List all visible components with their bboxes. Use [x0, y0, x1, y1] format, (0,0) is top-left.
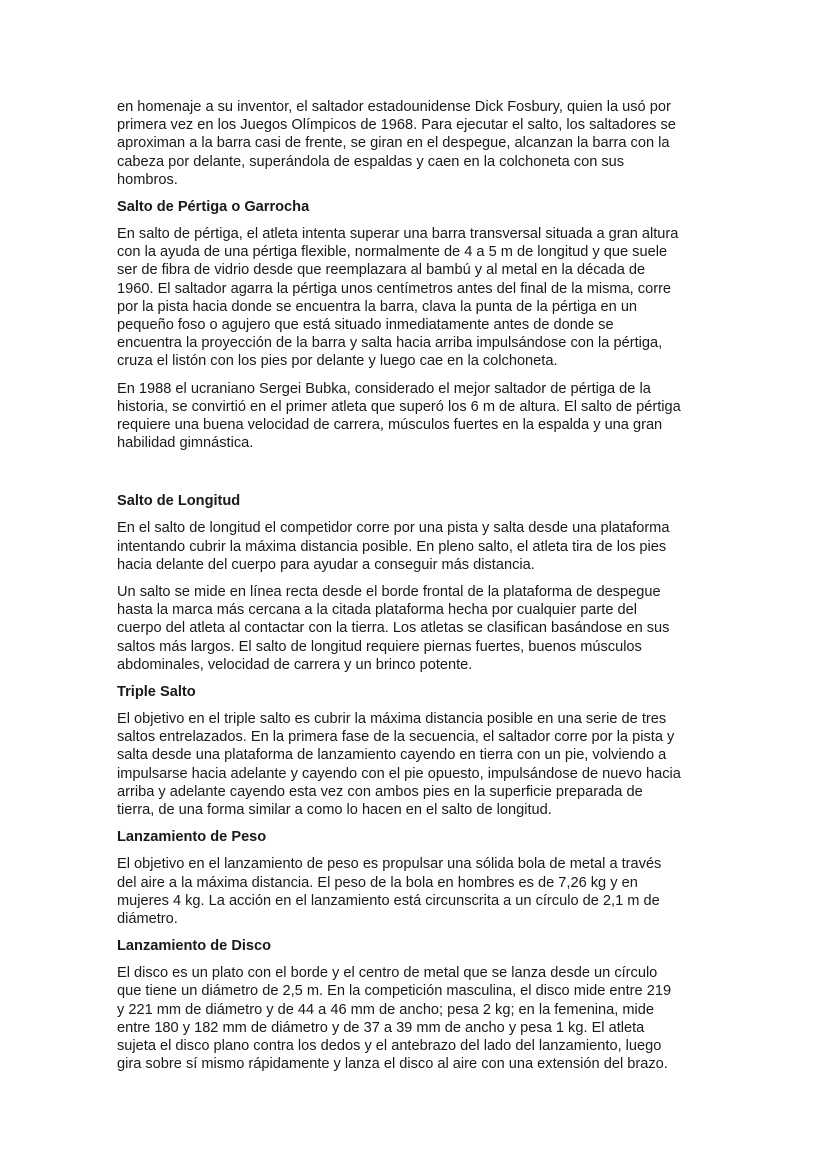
heading-lanzamiento-disco: Lanzamiento de Disco	[117, 938, 272, 955]
paragraph-longitud-1: En el salto de longitud el competidor corre por una pista y salta desde una plataforma intentando cubrir la máxima distancia posible. En pleno salto, el atleta tira de los pies hacia delante del cuerpo para ayudar a conseguir más distancia.	[117, 520, 670, 573]
paragraph-longitud-2: Un salto se mide en línea recta desde el borde frontal de la plataforma de despegue hasta la marca más cercana a la citada plataforma hecha por cualquier parte del cuerpo del atleta al contactar con la tierra. Los atletas se clasifican basándose en sus saltos más largos. El salto de longitud requiere piernas fuertes, buenos músculos abdominales, velocidad de carrera y un brinco potente.	[117, 584, 670, 673]
heading-lanzamiento-peso: Lanzamiento de Peso	[117, 829, 267, 846]
paragraph-fosbury: en homenaje a su inventor, el saltador estadounidense Dick Fosbury, quien la usó por primera vez en los Juegos Olímpicos de 1968. Para ejecutar el salto, los saltadores se aproximan a la barra casi de frente, se giran en el despegue, alcanzan la barra con la cabeza por delante, superándola de espaldas y caen en la colchoneta con sus hombros.	[117, 99, 676, 188]
paragraph-lanzamiento-peso: El objetivo en el lanzamiento de peso es propulsar una sólida bola de metal a través del aire a la máxima distancia. El peso de la bola en hombres es de 7,26 kg y en mujeres 4 kg. La acción en el lanzamiento está circunscrita a un círculo de 2,1 m de diámetro.	[117, 856, 662, 927]
paragraph-pertiga-1: En salto de pértiga, el atleta intenta superar una barra transversal situada a gran altura con la ayuda de una pértiga flexible, normalmente de 4 a 5 m de longitud y que suele ser de fibra de vidrio desde que reemplazara al bambú y al metal en la década de 1960. El saltador agarra la pértiga unos centímetros antes del final de la misma, corre por la pista hacia donde se encuentra la barra, clava la punta de la pértiga en un pequeño foso o agujero que está situado inmediatamente antes de donde se encuentra la proyección de la barra y salta hacia arriba impulsándose con la pértiga, cruza el listón con los pies por delante y luego cae en la colchoneta.	[117, 226, 679, 370]
heading-triple-salto: Triple Salto	[117, 684, 196, 701]
paragraph-triple-salto: El objetivo en el triple salto es cubrir la máxima distancia posible en una serie de tres saltos entrelazados. En la primera fase de la secuencia, el saltador corre por la pista y salta desde una plataforma de lanzamiento cayendo en tierra con un pie, volviendo a impulsarse hacia adelante y cayendo con el pie opuesto, impulsándose de nuevo hacia arriba y adelante cayendo esta vez con ambos pies en la superficie preparada de tierra, de una forma similar a como lo hacen en el salto de longitud.	[117, 711, 681, 819]
heading-salto-longitud: Salto de Longitud	[117, 493, 241, 510]
paragraph-pertiga-2: En 1988 el ucraniano Sergei Bubka, considerado el mejor saltador de pértiga de la historia, se convirtió en el primer atleta que superó los 6 m de altura. El salto de pértiga requiere una buena velocidad de carrera, músculos fuertes en la espalda y una gran habilidad gimnástica.	[117, 380, 681, 452]
document-page	[117, 98, 717, 1082]
heading-salto-pertiga: Salto de Pértiga o Garrocha	[117, 199, 310, 216]
paragraph-lanzamiento-disco: El disco es un plato con el borde y el centro de metal que se lanza desde un círculo que tiene un diámetro de 2,5 m. En la competición masculina, el disco mide entre 219 y 221 mm de diámetro y de 44 a 46 mm de ancho; pesa 2 kg; en la femenina, mide entre 180 y 182 mm de diámetro y de 37 a 39 mm de ancho y pesa 1 kg. El atleta sujeta el disco plano contra los dedos y el antebrazo del lado del lanzamiento, luego gira sobre sí mismo rápidamente y lanza el disco al aire con una extensión del brazo.	[117, 965, 672, 1073]
section-gap	[117, 461, 717, 490]
